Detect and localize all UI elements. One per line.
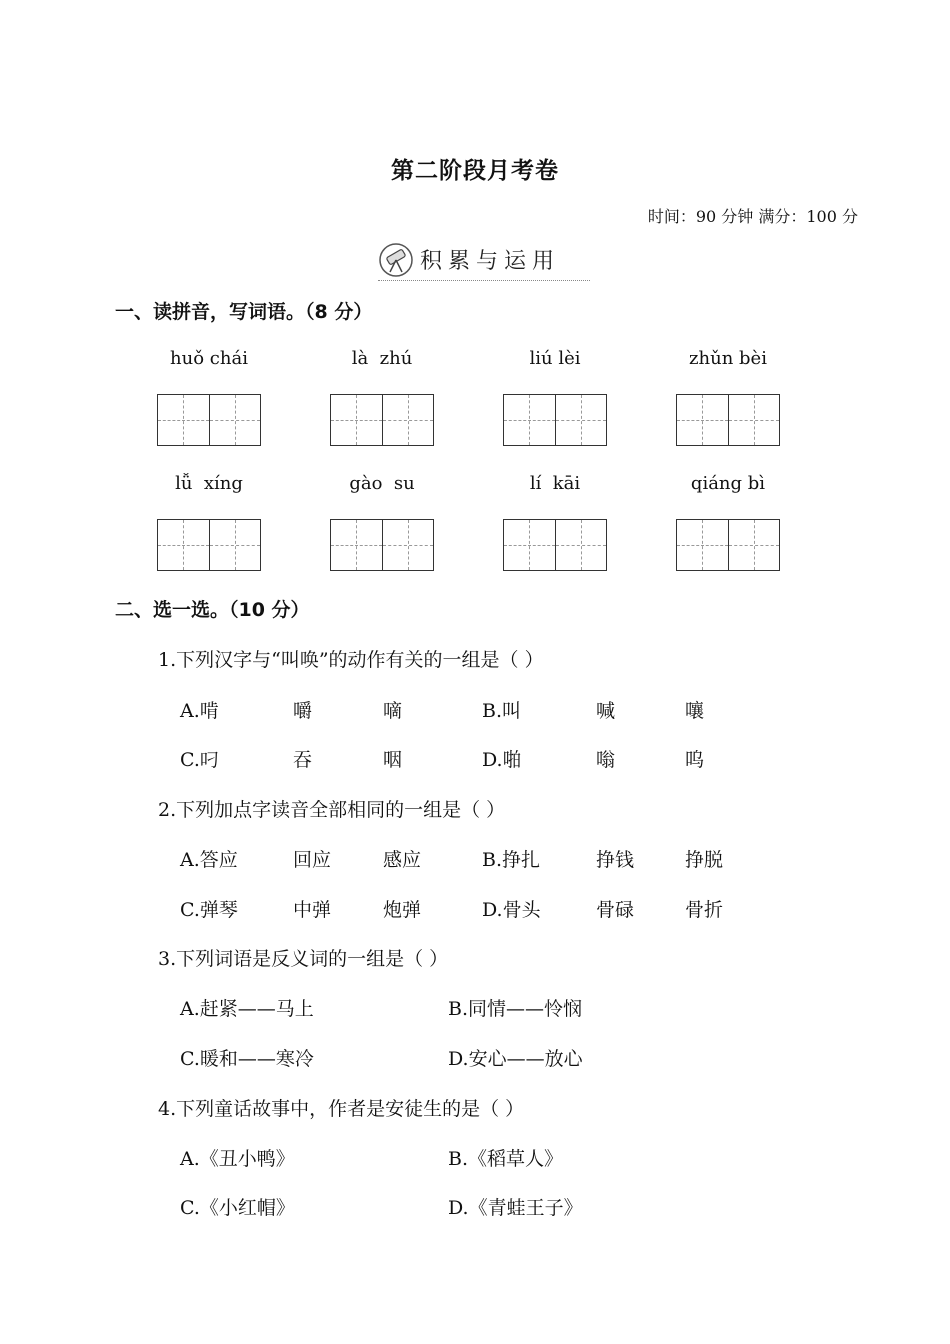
option-text: 嚼 bbox=[293, 700, 313, 722]
option-text: B.叫 bbox=[482, 700, 522, 722]
question-3: 3.下列词语是反义词的一组是（ ） bbox=[158, 948, 449, 970]
option-c: C.《小红帽》 bbox=[180, 1197, 295, 1219]
option-text: 嘀 bbox=[383, 700, 403, 722]
option-text: 骨折 bbox=[685, 899, 724, 921]
option-text: 回应 bbox=[293, 849, 332, 871]
option-a: A.赶紧——马上 bbox=[180, 998, 314, 1020]
option-text: 吞 bbox=[293, 749, 313, 771]
option-text: 呜 bbox=[685, 749, 705, 771]
answer-grid[interactable] bbox=[157, 519, 261, 571]
exam-meta: 时间：90 分钟 满分：100 分 bbox=[647, 207, 858, 226]
option-text: 挣钱 bbox=[596, 849, 635, 871]
pinyin-4: zhǔn bèi bbox=[689, 348, 767, 369]
question-4: 4.下列童话故事中，作者是安徒生的是（ ） bbox=[158, 1098, 525, 1120]
answer-grid[interactable] bbox=[330, 519, 434, 571]
banner-text: 积累与运用 bbox=[420, 249, 561, 274]
option-text: A.答应 bbox=[180, 849, 238, 871]
section1-heading: 一、读拼音，写词语。（8 分） bbox=[115, 301, 373, 323]
option-text: A.啃 bbox=[180, 700, 219, 722]
pinyin-6: gào su bbox=[349, 473, 415, 494]
section2-heading: 二、选一选。（10 分） bbox=[115, 599, 310, 621]
pinyin-1: huǒ chái bbox=[170, 348, 248, 369]
option-text: B.挣扎 bbox=[482, 849, 541, 871]
answer-grid[interactable] bbox=[676, 394, 780, 446]
option-text: 嗡 bbox=[596, 749, 616, 771]
answer-grid[interactable] bbox=[330, 394, 434, 446]
option-text: C.弹琴 bbox=[180, 899, 238, 921]
option-text: 咽 bbox=[383, 749, 403, 771]
page-title: 第二阶段月考卷 bbox=[391, 158, 559, 184]
option-text: D.啪 bbox=[482, 749, 522, 771]
option-c: C.暖和——寒冷 bbox=[180, 1048, 314, 1070]
option-text: 挣脱 bbox=[685, 849, 724, 871]
option-text: 炮弹 bbox=[383, 899, 422, 921]
answer-grid[interactable] bbox=[503, 394, 607, 446]
option-text: 骨碌 bbox=[596, 899, 635, 921]
pinyin-2: là zhú bbox=[351, 348, 413, 369]
option-d: D.《青蛙王子》 bbox=[448, 1197, 583, 1219]
option-text: 中弹 bbox=[293, 899, 332, 921]
option-text: 感应 bbox=[383, 849, 422, 871]
option-b: B.同情——怜悯 bbox=[448, 998, 583, 1020]
question-2: 2.下列加点字读音全部相同的一组是（ ） bbox=[158, 799, 506, 821]
question-1: 1.下列汉字与“叫唤”的动作有关的一组是（ ） bbox=[158, 649, 544, 671]
pinyin-5: lǚ xíng bbox=[175, 473, 243, 494]
option-text: C.叼 bbox=[180, 749, 219, 771]
pinyin-7: lí kāi bbox=[529, 473, 581, 494]
option-text: 喊 bbox=[596, 700, 616, 722]
option-a: A.《丑小鸭》 bbox=[180, 1148, 295, 1170]
section-banner bbox=[378, 238, 590, 281]
answer-grid[interactable] bbox=[157, 394, 261, 446]
answer-grid[interactable] bbox=[676, 519, 780, 571]
pinyin-8: qiáng bì bbox=[690, 473, 766, 494]
answer-grid[interactable] bbox=[503, 519, 607, 571]
pinyin-3: liú lèi bbox=[529, 348, 581, 369]
option-text: D.骨头 bbox=[482, 899, 541, 921]
telescope-icon bbox=[378, 242, 414, 278]
option-d: D.安心——放心 bbox=[448, 1048, 583, 1070]
option-text: 嚷 bbox=[685, 700, 705, 722]
option-b: B.《稻草人》 bbox=[448, 1148, 564, 1170]
